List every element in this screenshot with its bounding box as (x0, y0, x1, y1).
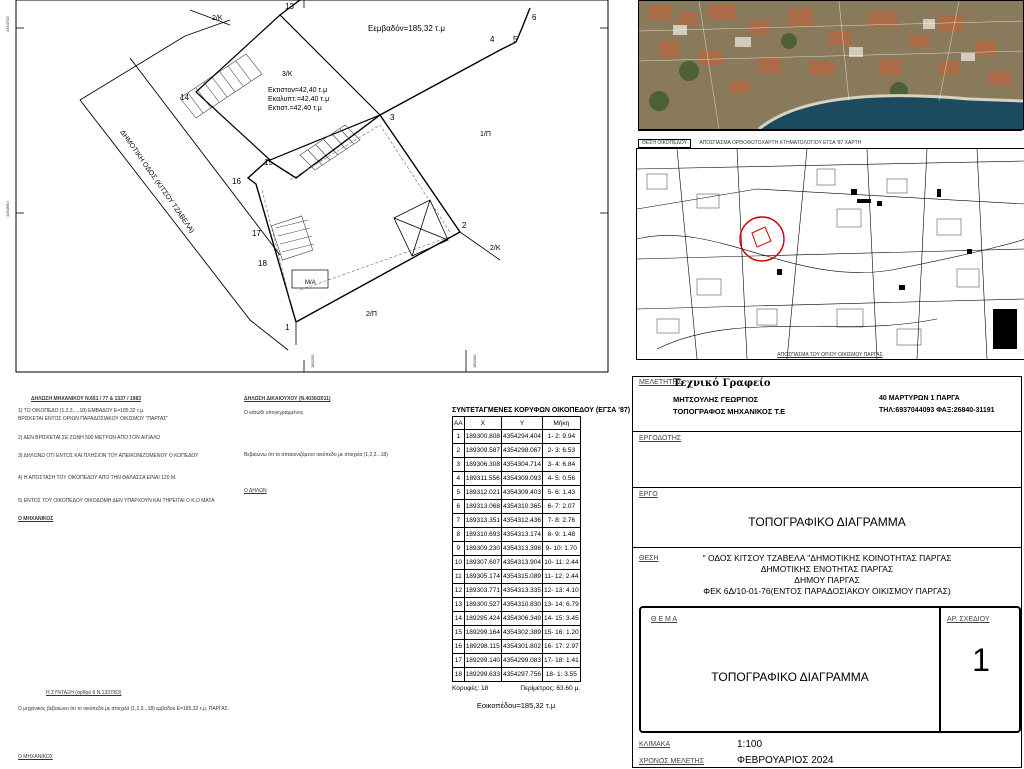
declaration-line: Ο κάτωθι υπογεγραμμένος (244, 410, 304, 416)
cell-length: 16- 17: 2.97 (542, 640, 580, 654)
cell-aa: 9 (453, 542, 465, 556)
location-row (633, 547, 1021, 607)
office-title: Τεχνικό Γραφείο (673, 378, 771, 389)
cell-x: 189307.607 (464, 556, 501, 570)
cell-y: 4354301.802 (502, 640, 543, 654)
cell-y: 4354313.174 (502, 528, 543, 542)
svg-text:189300: 189300 (472, 354, 477, 368)
cell-aa: 6 (453, 500, 465, 514)
cell-aa: 7 (453, 514, 465, 528)
table-row (453, 500, 581, 514)
table-row (453, 668, 581, 682)
cell-x: 189295.424 (464, 612, 501, 626)
cell-y: 4354313.398 (502, 542, 543, 556)
title-block (632, 376, 1022, 768)
table-row (453, 458, 581, 472)
client-label: ΕΡΓΟΔΟΤΗΣ (639, 435, 682, 442)
annex-box (394, 200, 448, 256)
table-row (453, 612, 581, 626)
cell-aa: 12 (453, 584, 465, 598)
cell-y: 4354306.349 (502, 612, 543, 626)
cell-x: 189298.115 (464, 640, 501, 654)
cell-length: 5- 6: 1.43 (542, 486, 580, 500)
grid-labels (5, 16, 477, 368)
vertex-2: 2 (462, 221, 467, 230)
cell-y: 4354309.093 (502, 472, 543, 486)
table-row (453, 514, 581, 528)
vertex-1: 1 (285, 323, 290, 332)
table-row (453, 430, 581, 444)
cell-length: 12- 13: 4.10 (542, 584, 580, 598)
table-row (453, 654, 581, 668)
cell-x: 189311.556 (464, 472, 501, 486)
cell-y: 4354299.083 (502, 654, 543, 668)
cell-y: 4354309.403 (502, 486, 543, 500)
client-row (633, 431, 1021, 488)
cell-y: 4354310.830 (502, 598, 543, 612)
cell-x: 189313.351 (464, 514, 501, 528)
scale-value: 1:100 (737, 739, 763, 750)
cell-x: 189309.587 (464, 444, 501, 458)
cell-length: 4- 5: 0.56 (542, 472, 580, 486)
vertex-labels (180, 2, 537, 332)
notes-line-5: 4) Η ΑΠΟΣΤΑΣΗ ΤΟΥ ΟΙΚΟΠΕΔΟΥ ΑΠΟ ΤΗΝ ΘΑΛΑΣΣΑ ΕΙΝΑΙ 120 Μ. (18, 475, 177, 481)
theme-label: Θ Ε Μ Α (651, 616, 678, 623)
cell-y: 4354298.067 (502, 444, 543, 458)
vertex-18: 18 (258, 259, 267, 268)
cell-length: 10- 11: 2.44 (542, 556, 580, 570)
table-row (453, 598, 581, 612)
header-lengths: Μήκη (542, 417, 580, 430)
cell-aa: 4 (453, 472, 465, 486)
grid-ticks (16, 0, 608, 372)
engineer-name: ΜΗΤΣΟΥΛΗΣ ΓΕΩΡΓΙΟΣ (673, 395, 759, 404)
vertex-5: 5 (513, 35, 518, 44)
sheet-label: ΑΡ. ΣΧΕΔΙΟΥ (947, 616, 990, 623)
location-label: ΘΕΣΗ (639, 555, 659, 562)
neighbor-1p: 1/Π (480, 131, 491, 138)
header-y: Υ (502, 417, 543, 430)
vertex-16: 16 (232, 177, 241, 186)
plan-drawing (0, 0, 612, 380)
date-value: ΦΕΒΡΟΥΑΡΙΟΣ 2024 (737, 755, 834, 766)
cell-x: 189305.174 (464, 570, 501, 584)
cell-x: 189313.068 (464, 500, 501, 514)
table-row (453, 528, 581, 542)
engineer-row (633, 377, 1021, 432)
engineer-title: ΤΟΠΟΓΡΑΦΟΣ ΜΗΧΑΝΙΚΟΣ Τ.Ε (673, 407, 786, 416)
road-label: ΔΗΜΟΤΙΚΗ ΟΔΟΣ (ΚΙΤΣΟΥ ΤΖΑΒΕΛΑ) (118, 129, 196, 235)
scale-label: ΚΛΙΜΑΚΑ (639, 741, 671, 748)
project-title: ΤΟΠΟΓΡΑΦΙΚΟ ΔΙΑΓΡΑΜΜΑ (748, 515, 906, 529)
cell-x: 189299.140 (464, 654, 501, 668)
ortho-caption-detail: ΑΠΟΣΠΑΣΜΑ ΟΡΘΟΦΩΤΟΧΑΡΤΗ ΚΤΗΜΑΤΟΛΟΓΙΟΥ ΕΓΣΑ '87 ΧΑΡΤΗ (699, 140, 862, 146)
stairs-14 (180, 54, 262, 118)
coordinate-table-body (453, 430, 581, 682)
cell-x: 189299.164 (464, 626, 501, 640)
neighbor-2k: 2/Κ (212, 15, 223, 22)
vertex-3: 3 (390, 113, 395, 122)
coordinate-table (452, 407, 631, 710)
cell-aa: 10 (453, 556, 465, 570)
cell-length: 9- 10: 1.70 (542, 542, 580, 556)
location-line-2: ΔΗΜΟΤΙΚΗΣ ΕΝΟΤΗΤΑΣ ΠΑΡΓΑΣ (760, 564, 894, 574)
cell-length: 11- 12: 2.44 (542, 570, 580, 584)
cell-aa: 8 (453, 528, 465, 542)
cell-x: 189299.633 (464, 668, 501, 682)
cell-aa: 17 (453, 654, 465, 668)
notes-line-6: 5) ΕΝΤΟΣ ΤΟΥ ΟΙΚΟΠΕΔΟΥ ΟΙΚΟΔΟΜΗ ΔΕΝ ΥΠΑΡΧΟΥΝ ΚΑΙ ΤΗΡΕΙΤΑΙ Ο Κ.Ο ΜΑΤΑ (18, 498, 215, 504)
sheet-cell (939, 608, 1021, 731)
cell-x: 189306.308 (464, 458, 501, 472)
header-x: Χ (464, 417, 501, 430)
cell-y: 4354313.335 (502, 584, 543, 598)
cell-y: 4354310.365 (502, 500, 543, 514)
cell-x: 189312.021 (464, 486, 501, 500)
date-row (633, 755, 1021, 769)
cell-length: 3- 4: 6.84 (542, 458, 580, 472)
table-row (453, 486, 581, 500)
notes-line-1: 1) ΤΟ ΟΙΚΟΠΕΔΟ (1,2,3,...,18) ΕΜΒΑΔΟΥ Ε=185,32 τ.μ. (18, 408, 145, 414)
office-address: 40 ΜΑΡΤΥΡΩΝ 1 ΠΑΡΓΑ (879, 395, 960, 402)
cell-length: 15- 16: 1.20 (542, 626, 580, 640)
cell-y: 4354297.756 (502, 668, 543, 682)
notes-section (16, 380, 446, 768)
cell-x: 189303.771 (464, 584, 501, 598)
location-text (633, 553, 1021, 597)
cell-length: 6- 7: 2.07 (542, 500, 580, 514)
notes-line-4: 3) ΔΗΛΩΝΩ ΟΤΙ ΕΝΤΟΣ ΚΑΙ ΠΛΗΣΙΟΝ ΤΟΥ ΑΠΕΙΚΟΝΙΖΟΜΕΝΟΥ Ο ΚΟΠΕΔΟΥ (18, 453, 199, 459)
cell-y: 4354315.089 (502, 570, 543, 584)
plan-frame (16, 0, 608, 372)
ma-label: Μ/Α (305, 280, 316, 286)
cell-x: 189310.693 (464, 528, 501, 542)
cell-length: 17- 18: 1.41 (542, 654, 580, 668)
cell-length: 14- 15: 3.45 (542, 612, 580, 626)
cell-aa: 3 (453, 458, 465, 472)
cell-aa: 5 (453, 486, 465, 500)
location-line-4: ΦΕΚ 6Δ/10-01-76(ΕΝΤΟΣ ΠΑΡΑΔΟΣΙΑΚΟΥ ΟΙΚΙΣΜΟΥ ΠΑΡΓΑΣ) (703, 586, 951, 596)
table-row (453, 626, 581, 640)
cell-x: 189300.808 (464, 430, 501, 444)
project-row (633, 487, 1021, 548)
cell-y: 4354302.389 (502, 626, 543, 640)
area-3k-2: Εκαλυπτ.=42,40 τ.μ (268, 96, 330, 103)
notes-line-2: ΒΡΙΣΚΕΤΑΙ ΕΝΤΟΣ ΟΡΙΩΝ ΠΑΡΑΔΟΣΙΑΚΟΥ ΟΙΚΙΣΜΟΥ "ΠΑΡΓΑΣ" (18, 416, 169, 422)
cell-y: 4354313.904 (502, 556, 543, 570)
neighbor-3k: 3/Κ (282, 71, 293, 78)
footer-header: Η ΣΥΝΤΑΞΗ (άρθρο 6 Ν.1337/83) (46, 690, 122, 696)
cell-length: 7- 8: 2.76 (542, 514, 580, 528)
svg-text:4354650: 4354650 (5, 201, 10, 217)
sheet-number: 1 (972, 642, 990, 678)
stairs-17 (271, 216, 314, 260)
cell-y: 4354294.404 (502, 430, 543, 444)
ortho-caption: ΘΕΣΗ ΟΙΚΟΠΕΔΟΥ (638, 139, 691, 148)
location-line-3: ΔΗΜΟΥ ΠΑΡΓΑΣ (794, 575, 860, 585)
study-label: ΜΕΛΕΤΗΤΗΣ (639, 379, 682, 386)
cell-y: 4354312.436 (502, 514, 543, 528)
plot-boundary (248, 0, 530, 322)
svg-text:189250: 189250 (310, 354, 315, 368)
vertex-4: 4 (490, 35, 495, 44)
notes-header: ΔΗΛΩΣΗ ΜΗΧΑΝΙΚΟΥ Ν.651 / 77 & 1337 / 1983 (31, 396, 141, 402)
vertex-count: Κορυφές: 18 (452, 685, 489, 692)
neighbor-2k-lower: 2/Κ (490, 245, 501, 252)
area-top-label: Εεμβαδόν=185,32 τ.μ (368, 24, 445, 33)
cell-y: 4354304.714 (502, 458, 543, 472)
ortho-caption-row (638, 130, 1022, 146)
cell-aa: 1 (453, 430, 465, 444)
table-header-row (453, 417, 581, 430)
header-aa: ΑΑ (453, 417, 465, 430)
cell-aa: 11 (453, 570, 465, 584)
plan-svg (0, 0, 612, 380)
theme-box (639, 606, 1021, 733)
plan-labels (118, 15, 500, 318)
engineer-sign-label: Ο ΜΗΧΑΝΙΚΟΣ (18, 516, 54, 522)
cell-aa: 14 (453, 612, 465, 626)
cell-length: 2- 3: 6.53 (542, 444, 580, 458)
orthophoto-map (638, 0, 1024, 130)
declaration-header: ΔΗΛΩΣΗ ΔΙΚΑΙΟΥΧΟΥ (Ν.4030/2011) (244, 396, 331, 402)
cell-aa: 15 (453, 626, 465, 640)
table-row (453, 444, 581, 458)
declarant-label: Ο ΔΗΛΩΝ (244, 488, 267, 494)
table-row (453, 640, 581, 654)
vertex-15: 15 (264, 158, 273, 167)
cell-length: 13- 14: 6.79 (542, 598, 580, 612)
stairs-15 (300, 125, 360, 170)
date-label: ΧΡΟΝΟΣ ΜΕΛΕΤΗΣ (639, 758, 705, 765)
footer-sign-label: Ο ΜΗΧΑΝΙΚΟΣ (18, 754, 53, 760)
cell-x: 189309.230 (464, 542, 501, 556)
footer-text: Ο μηχανικός βεβαιώνει ότι το οικόπεδο με στοιχεία (1,2,3...18) εμβαδού Ε=185,32 τ.μ. ΠΑΡΓΑΣ. (18, 706, 230, 712)
notes-line-3: 2) ΔΕΝ ΒΡΙΣΚΕΤΑΙ ΣΕ ΖΩΝΗ 500 ΜΕΤΡΩΝ ΑΠΟ ΤΟΝ ΑΙΓΙΑΛΟ (18, 435, 161, 441)
cell-length: 1- 2: 9.94 (542, 430, 580, 444)
cell-length: 8- 9: 1.48 (542, 528, 580, 542)
cell-x: 189300.527 (464, 598, 501, 612)
cadastral-map (636, 148, 1024, 360)
svg-text:4354700: 4354700 (5, 16, 10, 32)
neighbor-2p: 2/Π (366, 311, 377, 318)
cell-aa: 13 (453, 598, 465, 612)
perimeter: Περίμετρος: 63.60 μ. (520, 685, 580, 692)
table-row (453, 556, 581, 570)
vertex-14: 14 (180, 93, 189, 102)
table-row (453, 542, 581, 556)
vertex-13: 13 (285, 2, 294, 11)
vertex-6: 6 (532, 13, 537, 22)
location-line-1: " ΟΔΟΣ ΚΙΤΣΟΥ ΤΖΑΒΕΛΑ "ΔΗΜΟΤΙΚΗΣ ΚΟΙΝΟΤΗΤΑΣ ΠΑΡΓΑΣ (702, 553, 952, 563)
plot-area: Εοικοπέδου=185,32 τ.μ (476, 701, 556, 710)
table-row (453, 472, 581, 486)
scale-row (633, 737, 1021, 753)
area-3k-3: Εκτιστ.=42,40 τ.μ (268, 105, 322, 112)
cell-aa: 2 (453, 444, 465, 458)
table-row (453, 570, 581, 584)
project-label: ΕΡΓΟ (639, 491, 658, 498)
vertex-17: 17 (252, 229, 261, 238)
table-row (453, 584, 581, 598)
cell-aa: 18 (453, 668, 465, 682)
cell-length: 18- 1: 3.55 (542, 668, 580, 682)
declaration-text: Βεβαιώνω ότι το απεικονιζόμενο οικόπεδο με στοιχεία (1,2,3...18) (244, 452, 388, 458)
area-3k-1: Εκτιστον=42,40 τ.μ (268, 87, 328, 94)
cell-aa: 16 (453, 640, 465, 654)
coordinate-table-title: ΣΥΝΤΕΤΑΓΜΕΝΕΣ ΚΟΡΥΦΩΝ ΟΙΚΟΠΕΔΟΥ (ΕΓΣΑ '87) (452, 407, 631, 414)
office-phone: ΤΗΛ:6937044093 ΦΑΞ:26840-31191 (879, 407, 995, 414)
cadastral-caption: ΑΠΟΣΠΑΣΜΑ ΤΟΥ ΟΡΙΟΥ ΟΙΚΙΣΜΟΥ ΠΑΡΓΑΣ (777, 352, 883, 358)
theme-title: ΤΟΠΟΓΡΑΦΙΚΟ ΔΙΑΓΡΑΜΜΑ (711, 670, 869, 684)
